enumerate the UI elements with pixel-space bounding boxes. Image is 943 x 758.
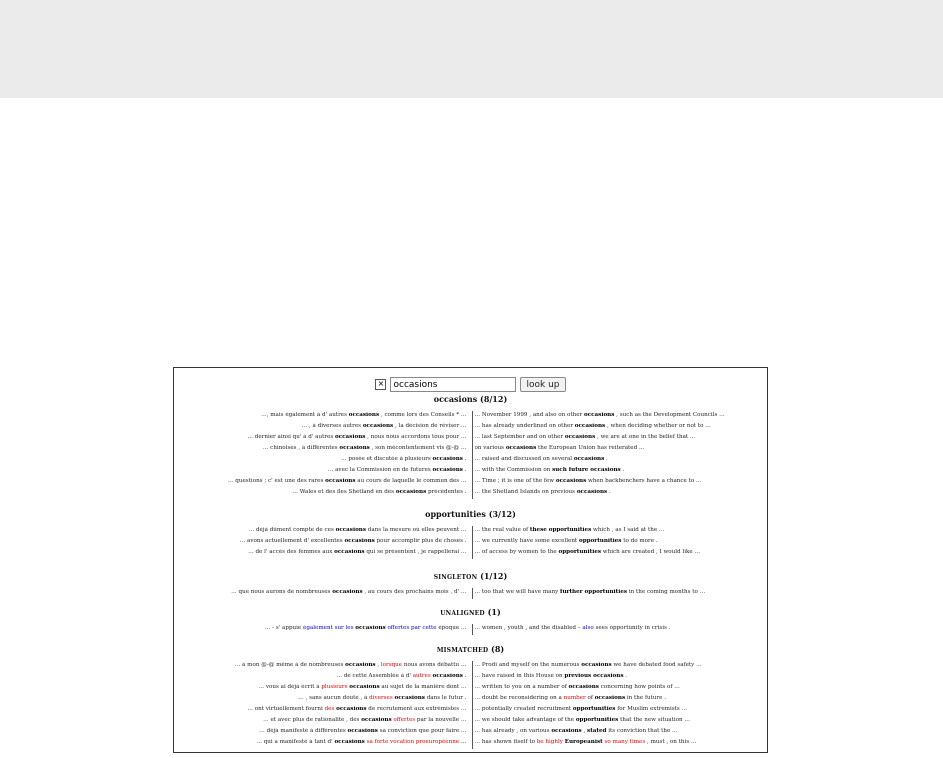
keyword-match: occasions bbox=[334, 549, 365, 555]
target-context[interactable] bbox=[475, 739, 697, 745]
highlight-token: number bbox=[563, 695, 586, 701]
target-context[interactable] bbox=[475, 412, 725, 418]
context-text: . bbox=[462, 467, 467, 473]
context-text: nous avons débattu … bbox=[402, 662, 467, 668]
keyword-match: occasions bbox=[581, 662, 612, 668]
source-context[interactable] bbox=[259, 684, 467, 690]
keyword-match: opportunities bbox=[575, 717, 619, 723]
context-text: … - s' appuie bbox=[264, 625, 304, 631]
keyword-match: occasions bbox=[555, 478, 587, 484]
section-count: (1/12) bbox=[480, 571, 508, 581]
context-text: …, mais également à d' autres bbox=[261, 412, 349, 418]
context-text: … et avec plus de rationalité , des bbox=[263, 717, 362, 723]
search-row bbox=[174, 371, 767, 390]
keyword-match: occasions bbox=[395, 489, 427, 495]
context-text: when backbenchers have a chance to … bbox=[586, 478, 702, 484]
target-context[interactable] bbox=[475, 423, 711, 429]
keyword-match: occasions bbox=[349, 684, 380, 690]
concordance-row bbox=[174, 662, 767, 673]
top-banner bbox=[0, 0, 943, 98]
keyword-match: occasions bbox=[432, 673, 463, 679]
context-text: sa conviction que pour faire … bbox=[377, 728, 467, 734]
context-text: . bbox=[604, 456, 608, 462]
context-text: that the new situation … bbox=[618, 717, 690, 723]
concordance-row bbox=[174, 717, 767, 728]
look-up-button[interactable]: look up bbox=[520, 377, 565, 392]
concordance-row bbox=[174, 527, 767, 538]
keyword-match: occasions bbox=[394, 695, 425, 701]
keyword-match: occasions bbox=[505, 445, 537, 451]
keyword-match: opportunities bbox=[558, 549, 602, 555]
context-text: … Prodi and myself on the numerous bbox=[474, 662, 582, 668]
context-text: in the future . bbox=[625, 695, 667, 701]
concordance-row bbox=[174, 456, 767, 467]
concordance-panel bbox=[173, 367, 768, 753]
keyword-match: occasions bbox=[335, 527, 367, 533]
context-text: précédentes . bbox=[426, 489, 467, 495]
keyword-match: opportunities bbox=[578, 538, 622, 544]
concordance-row bbox=[174, 549, 767, 560]
source-context[interactable] bbox=[302, 423, 467, 429]
keyword-match: occasions bbox=[551, 728, 582, 734]
source-context[interactable] bbox=[228, 478, 467, 484]
context-text: we have debated food safety … bbox=[611, 662, 702, 668]
context-text: … de cette Assemblée à d' bbox=[336, 673, 413, 679]
context-text: which , as I said at the … bbox=[591, 527, 665, 533]
context-text: , bbox=[375, 662, 381, 668]
target-context[interactable] bbox=[475, 445, 645, 451]
source-context[interactable] bbox=[328, 467, 467, 473]
context-text: . bbox=[462, 673, 467, 679]
source-context[interactable] bbox=[261, 412, 466, 418]
source-context[interactable] bbox=[235, 662, 467, 668]
context-text: … women , youth , and the disabled – bbox=[474, 625, 583, 631]
target-context[interactable] bbox=[475, 717, 690, 723]
context-text: , must , on this … bbox=[645, 739, 697, 745]
concordance-row bbox=[174, 684, 767, 695]
section-title-word: UNALIGNED bbox=[440, 610, 485, 617]
context-text: . bbox=[607, 489, 611, 495]
highlight-token: be highly bbox=[536, 739, 563, 745]
context-text: … qui a manifesté à tant d' bbox=[256, 739, 335, 745]
context-text: its conviction that the … bbox=[606, 728, 678, 734]
context-text: … has already underlined on other bbox=[474, 423, 575, 429]
context-text: … we currently have some excellent bbox=[474, 538, 579, 544]
keyword-match: these opportunities bbox=[529, 527, 592, 533]
context-text: époque … bbox=[436, 625, 467, 631]
context-text: . bbox=[462, 456, 467, 462]
context-text: … the Shetland Islands on previous bbox=[474, 489, 577, 495]
target-context[interactable] bbox=[475, 728, 678, 734]
context-text: , bbox=[581, 728, 588, 734]
concordance-row bbox=[174, 434, 767, 445]
context-text: … bbox=[459, 739, 467, 745]
target-context[interactable] bbox=[475, 538, 658, 544]
source-context[interactable] bbox=[231, 589, 466, 595]
context-text: … we should take advantage of the bbox=[474, 717, 576, 723]
context-text: par la nouvelle … bbox=[415, 717, 467, 723]
section-title bbox=[174, 644, 767, 654]
section-title-word: opportunities bbox=[425, 509, 486, 519]
keyword-match: Europeanist bbox=[564, 739, 603, 745]
keyword-match: such future occasions bbox=[552, 467, 621, 473]
source-context[interactable] bbox=[249, 527, 467, 533]
context-text: , au cours des prochains mois , d' … bbox=[362, 589, 467, 595]
concordance-row bbox=[174, 467, 767, 478]
context-text: … questions ; c' est une des rares bbox=[227, 478, 326, 484]
context-text: sees opportunity in crisis . bbox=[593, 625, 671, 631]
concordance-row bbox=[174, 412, 767, 423]
context-text: . bbox=[620, 467, 625, 473]
section-title bbox=[174, 571, 767, 581]
highlight-token: also bbox=[582, 625, 594, 631]
context-text: … avec la Commission en de futures bbox=[327, 467, 433, 473]
highlight-token: autres bbox=[412, 673, 431, 679]
context-text: for Muslim extremists … bbox=[615, 706, 688, 712]
source-context[interactable] bbox=[341, 456, 466, 462]
context-text: qui se présentent , je rappellerai … bbox=[364, 549, 467, 555]
context-text: … de l' accès des femmes aux bbox=[248, 549, 335, 555]
context-text: concerning how points of … bbox=[598, 684, 680, 690]
context-text: … too that we will have many bbox=[474, 589, 561, 595]
section-count: (1) bbox=[487, 607, 501, 617]
context-text: of bbox=[585, 695, 595, 701]
context-text: . bbox=[623, 673, 628, 679]
keyword-match: occasions bbox=[347, 728, 378, 734]
context-text: au sujet de la manière dont … bbox=[379, 684, 467, 690]
target-context[interactable] bbox=[475, 489, 611, 495]
context-text: … doubt be reconsidering on a bbox=[474, 695, 564, 701]
highlight-token: diverses bbox=[369, 695, 393, 701]
source-context[interactable] bbox=[336, 673, 466, 679]
keyword-match: occasions bbox=[355, 625, 386, 631]
keyword-match: opportunities bbox=[572, 706, 616, 712]
target-context[interactable] bbox=[475, 434, 696, 440]
section-title-word: occasions bbox=[433, 394, 478, 404]
source-context[interactable] bbox=[247, 706, 466, 712]
target-context[interactable] bbox=[475, 695, 667, 701]
target-context[interactable] bbox=[475, 478, 702, 484]
context-text: … have raised in this House on bbox=[474, 673, 565, 679]
keyword-match: occasions bbox=[574, 423, 606, 429]
context-text: … avons actuellement d' excellentes bbox=[239, 538, 345, 544]
context-text: … November 1999 , and also on other bbox=[474, 412, 584, 418]
keyword-match: occasions bbox=[345, 662, 376, 668]
source-context[interactable] bbox=[263, 717, 466, 723]
context-text: in the coming months to … bbox=[627, 589, 706, 595]
context-text: pour accomplir plus de choses . bbox=[374, 538, 467, 544]
concordance-row bbox=[174, 589, 767, 600]
keyword-match: occasions bbox=[336, 706, 367, 712]
keyword-match: occasions bbox=[332, 589, 363, 595]
source-context[interactable] bbox=[247, 434, 466, 440]
concordance-row bbox=[174, 423, 767, 434]
target-context[interactable] bbox=[475, 549, 701, 555]
clear-checkbox-icon[interactable]: × bbox=[375, 379, 386, 390]
keyword-match: stated bbox=[587, 728, 607, 734]
source-context[interactable] bbox=[259, 728, 466, 734]
target-context[interactable] bbox=[475, 662, 702, 668]
context-text: , when deciding whether or not to … bbox=[605, 423, 711, 429]
highlight-token: lorsque bbox=[380, 662, 403, 668]
context-text: , son mécontentement vis @-@ … bbox=[369, 445, 467, 451]
keyword-match: occasions bbox=[348, 412, 380, 418]
context-text: … à mon @-@ même à de nombreuses bbox=[234, 662, 346, 668]
concordance-row bbox=[174, 538, 767, 549]
source-context[interactable] bbox=[292, 489, 466, 495]
target-context[interactable] bbox=[475, 625, 671, 631]
highlight-token: sa forte vocation proeuropéenne bbox=[366, 739, 460, 745]
context-text: de recrutement aux extrémistes … bbox=[366, 706, 467, 712]
context-text: … déjà dûment compte de ces bbox=[248, 527, 336, 533]
context-text: , comme lors des Conseils * … bbox=[379, 412, 467, 418]
highlight-token: plusieurs bbox=[321, 684, 348, 690]
context-text: … has shown itself to bbox=[474, 739, 537, 745]
highlight-token: offertes bbox=[393, 717, 416, 723]
context-text: au cours de laquelle le commun des … bbox=[355, 478, 467, 484]
section-title bbox=[174, 509, 767, 519]
context-text: … , à diverses autres bbox=[301, 423, 363, 429]
highlight-token: offertes par cette bbox=[387, 625, 437, 631]
highlight-token: so many times bbox=[604, 739, 646, 745]
search-input[interactable] bbox=[390, 377, 516, 392]
context-text: … chinoises , à différentes bbox=[262, 445, 340, 451]
section-title bbox=[174, 607, 767, 617]
section-count: (3/12) bbox=[488, 509, 516, 519]
context-text: , we are at one in the belief that … bbox=[595, 434, 696, 440]
target-context[interactable] bbox=[475, 684, 680, 690]
target-context[interactable] bbox=[475, 527, 665, 533]
concordance-row bbox=[174, 695, 767, 706]
section-count: (8/12) bbox=[480, 394, 508, 404]
keyword-match: occasions bbox=[334, 739, 365, 745]
context-text: … written to you on a number of bbox=[474, 684, 569, 690]
section-title bbox=[174, 394, 767, 404]
context-text: , nous nous accordons tous pour … bbox=[365, 434, 467, 440]
source-context[interactable] bbox=[256, 739, 466, 745]
context-text: which are created , I would like … bbox=[601, 549, 701, 555]
section-count: (8) bbox=[491, 644, 505, 654]
keyword-match: occasions bbox=[361, 717, 392, 723]
context-text: … vous ai déjà écrit à bbox=[258, 684, 322, 690]
highlight-token: des bbox=[324, 706, 335, 712]
concordance-row bbox=[174, 728, 767, 739]
context-text: … the real value of bbox=[474, 527, 530, 533]
concordance-row bbox=[174, 706, 767, 717]
source-context[interactable] bbox=[298, 695, 466, 701]
concordance-row bbox=[174, 739, 767, 750]
context-text: dans le futur . bbox=[424, 695, 467, 701]
context-text: … of access by women to the bbox=[474, 549, 559, 555]
target-context[interactable] bbox=[475, 706, 688, 712]
keyword-match: occasions bbox=[576, 489, 608, 495]
context-text: … Wales et des îles Shetland en des bbox=[292, 489, 396, 495]
context-text: … Time ; it is one of the few bbox=[474, 478, 556, 484]
keyword-match: occasions bbox=[339, 445, 370, 451]
context-text: … ont virtuellement fourni bbox=[247, 706, 325, 712]
source-context[interactable] bbox=[265, 625, 467, 631]
source-context[interactable] bbox=[248, 549, 466, 555]
concordance-row bbox=[174, 445, 767, 456]
source-context[interactable] bbox=[263, 445, 467, 451]
target-context[interactable] bbox=[475, 456, 608, 462]
context-text: … potentially created recruitment bbox=[474, 706, 573, 712]
keyword-match: occasions bbox=[584, 412, 615, 418]
section-title-word: MISMATCHED bbox=[436, 647, 489, 654]
concordance-row bbox=[174, 625, 767, 636]
context-text: … with the Commission on bbox=[474, 467, 553, 473]
context-text: … posée et discutée à plusieurs bbox=[341, 456, 433, 462]
context-text: … has already , on various bbox=[474, 728, 552, 734]
context-text: … last September and on other bbox=[474, 434, 565, 440]
keyword-match: occasions bbox=[325, 478, 356, 484]
keyword-match: occasions bbox=[573, 456, 605, 462]
context-text: , such as the Development Councils … bbox=[614, 412, 725, 418]
keyword-match: occasions bbox=[432, 467, 463, 473]
context-text: , la décision de réviser … bbox=[393, 423, 467, 429]
concordance-row bbox=[174, 489, 767, 500]
keyword-match: occasions bbox=[362, 423, 394, 429]
target-context[interactable] bbox=[475, 673, 628, 679]
context-text: … dernier ainsi qu' à d' autres bbox=[247, 434, 336, 440]
context-text: … , sans aucun doute , à bbox=[298, 695, 370, 701]
keyword-match: occasions bbox=[432, 456, 463, 462]
context-text: dans la mesure où elles peuvent … bbox=[366, 527, 467, 533]
concordance-row bbox=[174, 673, 767, 684]
concordance-row bbox=[174, 478, 767, 489]
context-text: to do more . bbox=[621, 538, 658, 544]
keyword-match: previous occasions bbox=[564, 673, 624, 679]
source-context[interactable] bbox=[240, 538, 467, 544]
context-text: … que nous aurons de nombreuses bbox=[231, 589, 333, 595]
target-context[interactable] bbox=[475, 589, 706, 595]
target-context[interactable] bbox=[475, 467, 625, 473]
keyword-match: occasions bbox=[335, 434, 366, 440]
context-text: … raised and discussed on several bbox=[474, 456, 574, 462]
context-text: the European Union has reiterated … bbox=[536, 445, 645, 451]
context-text: … déjà manifesté à différentes bbox=[259, 728, 348, 734]
context-text: on various bbox=[474, 445, 506, 451]
highlight-token: également sur les bbox=[303, 625, 354, 631]
section-title-word: SINGLETON bbox=[433, 574, 478, 581]
keyword-match: occasions bbox=[564, 434, 596, 440]
keyword-match: occasions bbox=[594, 695, 626, 701]
keyword-match: occasions bbox=[568, 684, 599, 690]
keyword-match: occasions bbox=[344, 538, 375, 544]
keyword-match: further opportunities bbox=[560, 589, 628, 595]
